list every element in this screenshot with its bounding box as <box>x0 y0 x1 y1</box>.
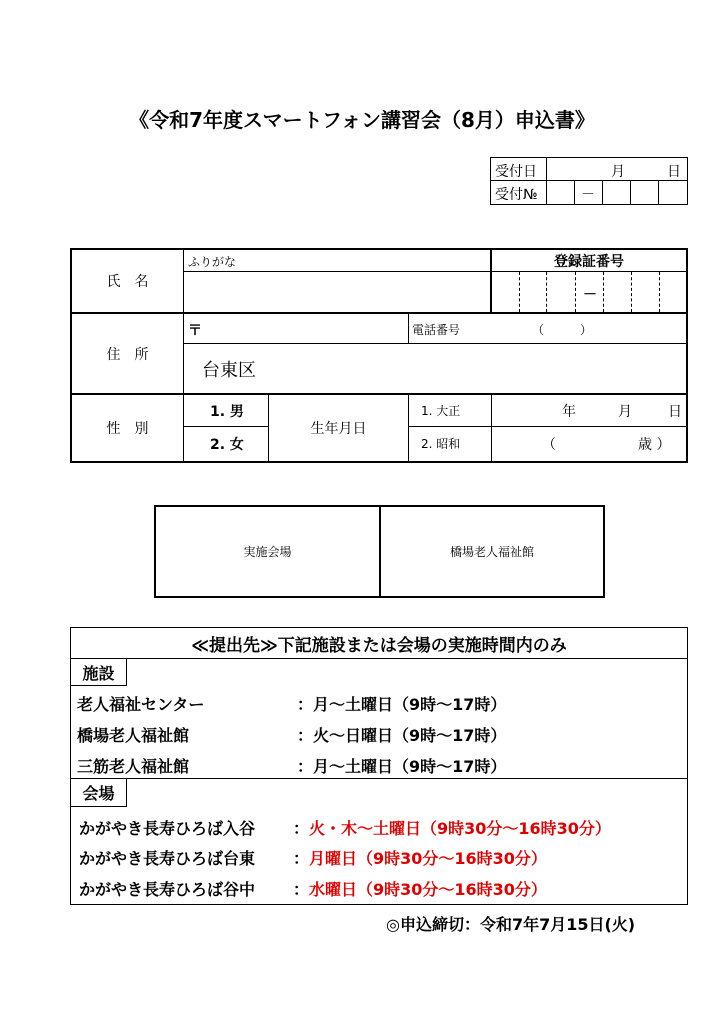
furigana-field[interactable] <box>184 250 490 271</box>
venue-hours: 月曜日（9時30分～16時30分） <box>309 849 547 868</box>
venue-name: かがやき長寿ひろば入谷 <box>79 819 256 838</box>
venue-colon: ： <box>293 849 310 868</box>
venue-box <box>154 505 605 598</box>
address-field[interactable] <box>262 345 686 393</box>
receipt-no-label: 受付№ <box>495 187 538 203</box>
birth-date-label: 生年月日 <box>310 421 367 437</box>
venue-name: かがやき長寿ひろば台東 <box>79 849 256 868</box>
receipt-day-label: 日 <box>667 164 681 180</box>
era-option-showa[interactable]: 2. 昭和 <box>421 437 461 451</box>
postal-code-field[interactable] <box>202 314 407 343</box>
sex-label: 性 別 <box>106 421 149 437</box>
facility-name: 三筋老人福祉館 <box>77 757 190 776</box>
page-title: 《令和7年度スマートフォン講習会（8月）申込書》 <box>129 108 595 132</box>
submission-info-box <box>70 627 688 905</box>
age-label: 歳 ） <box>638 437 671 453</box>
facility-hours: ：月～土曜日（9時～17時） <box>297 695 507 714</box>
phone-field[interactable] <box>472 314 686 343</box>
receipt-box <box>490 157 688 205</box>
birth-day-label: 日 <box>668 404 682 420</box>
postal-mark: 〒 <box>188 323 202 339</box>
phone-label: 電話番号 <box>412 323 461 337</box>
venue-name: かがやき長寿ひろば谷中 <box>79 880 256 899</box>
receipt-no-dash: － <box>581 187 595 203</box>
sex-option-female[interactable]: 2. 女 <box>210 437 244 453</box>
name-field[interactable] <box>184 272 490 312</box>
venues-label: 会場 <box>71 779 127 807</box>
registration-number-field[interactable] <box>492 272 686 312</box>
facility-name: 老人福祉センター <box>77 695 205 714</box>
address-label: 住 所 <box>106 346 149 363</box>
deadline-text: ◎申込締切：令和7年7月15日(火) <box>386 915 636 934</box>
registration-number-dash: － <box>583 287 597 303</box>
venue-hours: 水曜日（9時30分～16時30分） <box>309 880 547 899</box>
facility-hours: ：火～日曜日（9時～17時） <box>297 726 507 745</box>
ward-prefix: 台東区 <box>202 360 256 381</box>
birth-month-label: 月 <box>618 404 632 420</box>
sex-option-male[interactable]: 1. 男 <box>210 404 244 420</box>
phone-parens: （ ） <box>532 323 593 337</box>
receipt-date-label: 受付日 <box>495 164 537 180</box>
birth-date-field[interactable] <box>492 395 686 426</box>
venue-colon: ： <box>293 880 310 899</box>
application-form-table <box>70 248 688 463</box>
submission-header: ≪提出先≫下記施設または会場の実施時間内のみ <box>191 635 567 656</box>
era-option-taisho[interactable]: 1. 大正 <box>421 404 461 418</box>
facility-hours: ：月～土曜日（9時～17時） <box>297 757 507 776</box>
venue-hours: 火・木～土曜日（9時30分～16時30分） <box>309 819 611 838</box>
receipt-month-label: 月 <box>611 164 625 180</box>
facility-name: 橋場老人福祉館 <box>77 726 190 745</box>
age-open-paren: （ <box>542 437 556 453</box>
facilities-label: 施設 <box>71 659 127 686</box>
registration-number-label: 登録証番号 <box>554 253 624 270</box>
venue-label: 実施会場 <box>243 545 292 559</box>
birth-year-label: 年 <box>562 404 576 420</box>
venue-value: 橋場老人福祉館 <box>449 545 534 559</box>
venue-colon: ： <box>293 819 310 838</box>
furigana-label: ふりがな <box>188 255 237 269</box>
age-field[interactable] <box>562 428 632 459</box>
name-label: 氏 名 <box>106 274 149 290</box>
